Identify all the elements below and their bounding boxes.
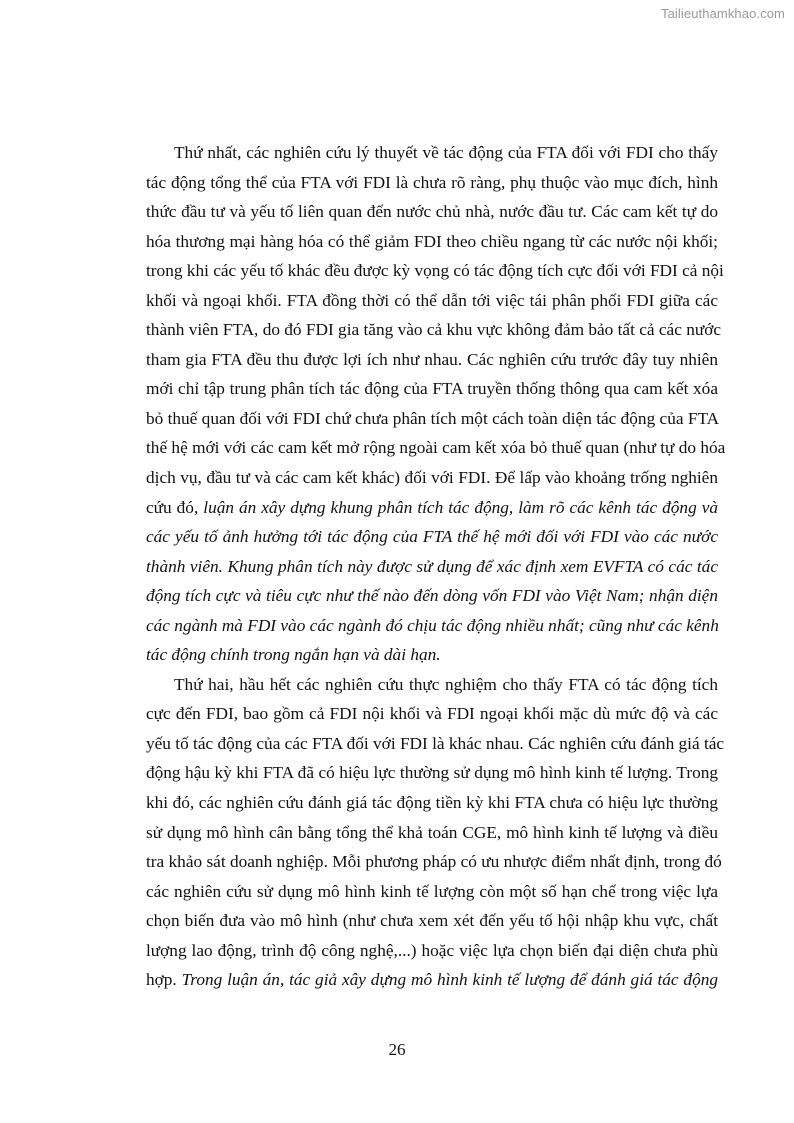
text: thức đầu tư và yếu tố liên quan đến nước chủ nhà, nước đầu tư. Các cam kết tự do — [146, 202, 718, 222]
text-line — [146, 906, 718, 936]
text-line — [146, 493, 718, 523]
text: tra khảo sát doanh nghiệp. Mỗi phương pháp có ưu nhược điểm nhất định, trong đó — [146, 852, 722, 872]
text-line — [146, 818, 718, 848]
text: các nghiên cứu sử dụng mô hình kinh tế lượng còn một số hạn chế trong việc lựa — [146, 881, 718, 901]
text: thế hệ mới với các cam kết mở rộng ngoài cam kết xóa bỏ thuế quan (như tự do hóa — [146, 438, 726, 458]
text: hóa thương mại hàng hóa có thể giảm FDI theo chiều ngang từ các nước nội khối; — [146, 231, 718, 251]
text-line — [146, 433, 726, 463]
italic-text: tác động chính trong ngắn hạn và dài hạn. — [146, 645, 441, 665]
text-line — [146, 640, 718, 670]
text: động hậu kỳ khi FTA đã có hiệu lực thường sử dụng mô hình kinh tế lượng. Trong — [146, 763, 718, 783]
text-line — [146, 552, 718, 582]
page-number: 26 — [388, 1040, 406, 1059]
text: sử dụng mô hình cân bằng tổng thể khả toán CGE, mô hình kinh tế lượng và điều — [146, 822, 718, 842]
text: dịch vụ, đầu tư và các cam kết khác) đối với FDI. Để lấp vào khoảng trống nghiên — [146, 468, 718, 488]
text: thành viên FTA, do đó FDI gia tăng vào cả khu vực không đảm bảo tất cả các nước — [146, 320, 722, 340]
text-line — [146, 315, 722, 345]
text-line — [146, 788, 718, 818]
text: Thứ hai, hầu hết các nghiên cứu thực nghiệm cho thấy FTA có tác động tích — [174, 674, 718, 694]
text-line — [146, 463, 718, 493]
text: bỏ thuế quan đối với FDI chứ chưa phân tích một cách toàn diện tác động của FTA — [146, 408, 720, 428]
text-line — [146, 138, 718, 168]
watermark: Tailieuthamkhao.com — [660, 6, 785, 21]
text: mới chỉ tập trung phân tích tác động của FTA truyền thống thông qua cam kết xóa — [146, 379, 718, 399]
text-line — [146, 877, 718, 907]
text-line — [146, 197, 718, 227]
text: yếu tố tác động của các FTA đối với FDI là khác nhau. Các nghiên cứu đánh giá tác — [146, 733, 725, 753]
italic-text: thành viên. Khung phân tích này được sử dụng để xác định xem EVFTA có các tác — [146, 556, 718, 576]
text: cực đến FDI, bao gồm cả FDI nội khối và FDI ngoại khối mặc dù mức độ và các — [146, 704, 718, 724]
italic-text: luận án xây dựng khung phân tích tác động, làm rõ các kênh tác động và — [203, 497, 719, 517]
text-line — [146, 847, 722, 877]
document-body — [146, 138, 726, 995]
italic-text: động tích cực và tiêu cực như thế nào đến dòng vốn FDI vào Việt Nam; nhận diện — [146, 586, 718, 606]
text: lượng lao động, trình độ công nghệ,...) hoặc việc lựa chọn biến đại diện chưa phù — [146, 940, 718, 960]
text-line — [146, 522, 718, 552]
text-line — [146, 965, 718, 995]
text-line — [146, 286, 718, 316]
text: tác động tổng thể của FTA với FDI là chưa rõ ràng, phụ thuộc vào mục đích, hình — [146, 172, 718, 192]
text: khối và ngoại khối. FTA đồng thời có thể dẫn tới việc tái phân phối FDI giữa các — [146, 290, 718, 310]
text-line — [146, 404, 718, 434]
text-line — [146, 168, 718, 198]
text: trong khi các yếu tố khác đều được kỳ vọng có tác động tích cực đối với FDI cả nội — [146, 261, 724, 281]
paragraph — [146, 138, 726, 670]
text-line — [146, 699, 718, 729]
text-line — [146, 227, 718, 257]
text: Thứ nhất, các nghiên cứu lý thuyết về tác động của FTA đối với FDI cho thấy — [174, 143, 718, 162]
text-line — [146, 729, 725, 759]
text-line — [146, 256, 724, 286]
paragraph — [146, 670, 725, 995]
text-line — [146, 374, 718, 404]
text: cứu đó, — [146, 497, 204, 517]
italic-text: Trong luận án, tác giả xây dựng mô hình kinh tế lượng để đánh giá tác động — [181, 970, 718, 990]
text-line — [146, 581, 718, 611]
text-line — [146, 758, 718, 788]
text-line — [146, 936, 718, 966]
text-line — [146, 670, 718, 700]
text-line — [146, 345, 718, 375]
text-line — [146, 611, 718, 641]
text: hợp. — [146, 970, 182, 990]
text: tham gia FTA đều thu được lợi ích như nhau. Các nghiên cứu trước đây tuy nhiên — [146, 349, 718, 369]
italic-text: các ngành mà FDI vào các ngành đó chịu tác động nhiều nhất; cũng như các kênh — [146, 615, 719, 635]
text: chọn biến đưa vào mô hình (như chưa xem xét đến yếu tố hội nhập khu vực, chất — [146, 911, 718, 931]
italic-text: các yếu tố ảnh hưởng tới tác động của FTA thế hệ mới đối với FDI vào các nước — [146, 527, 718, 547]
text: khi đó, các nghiên cứu đánh giá tác động tiền kỳ khi FTA chưa có hiệu lực thường — [146, 793, 718, 813]
